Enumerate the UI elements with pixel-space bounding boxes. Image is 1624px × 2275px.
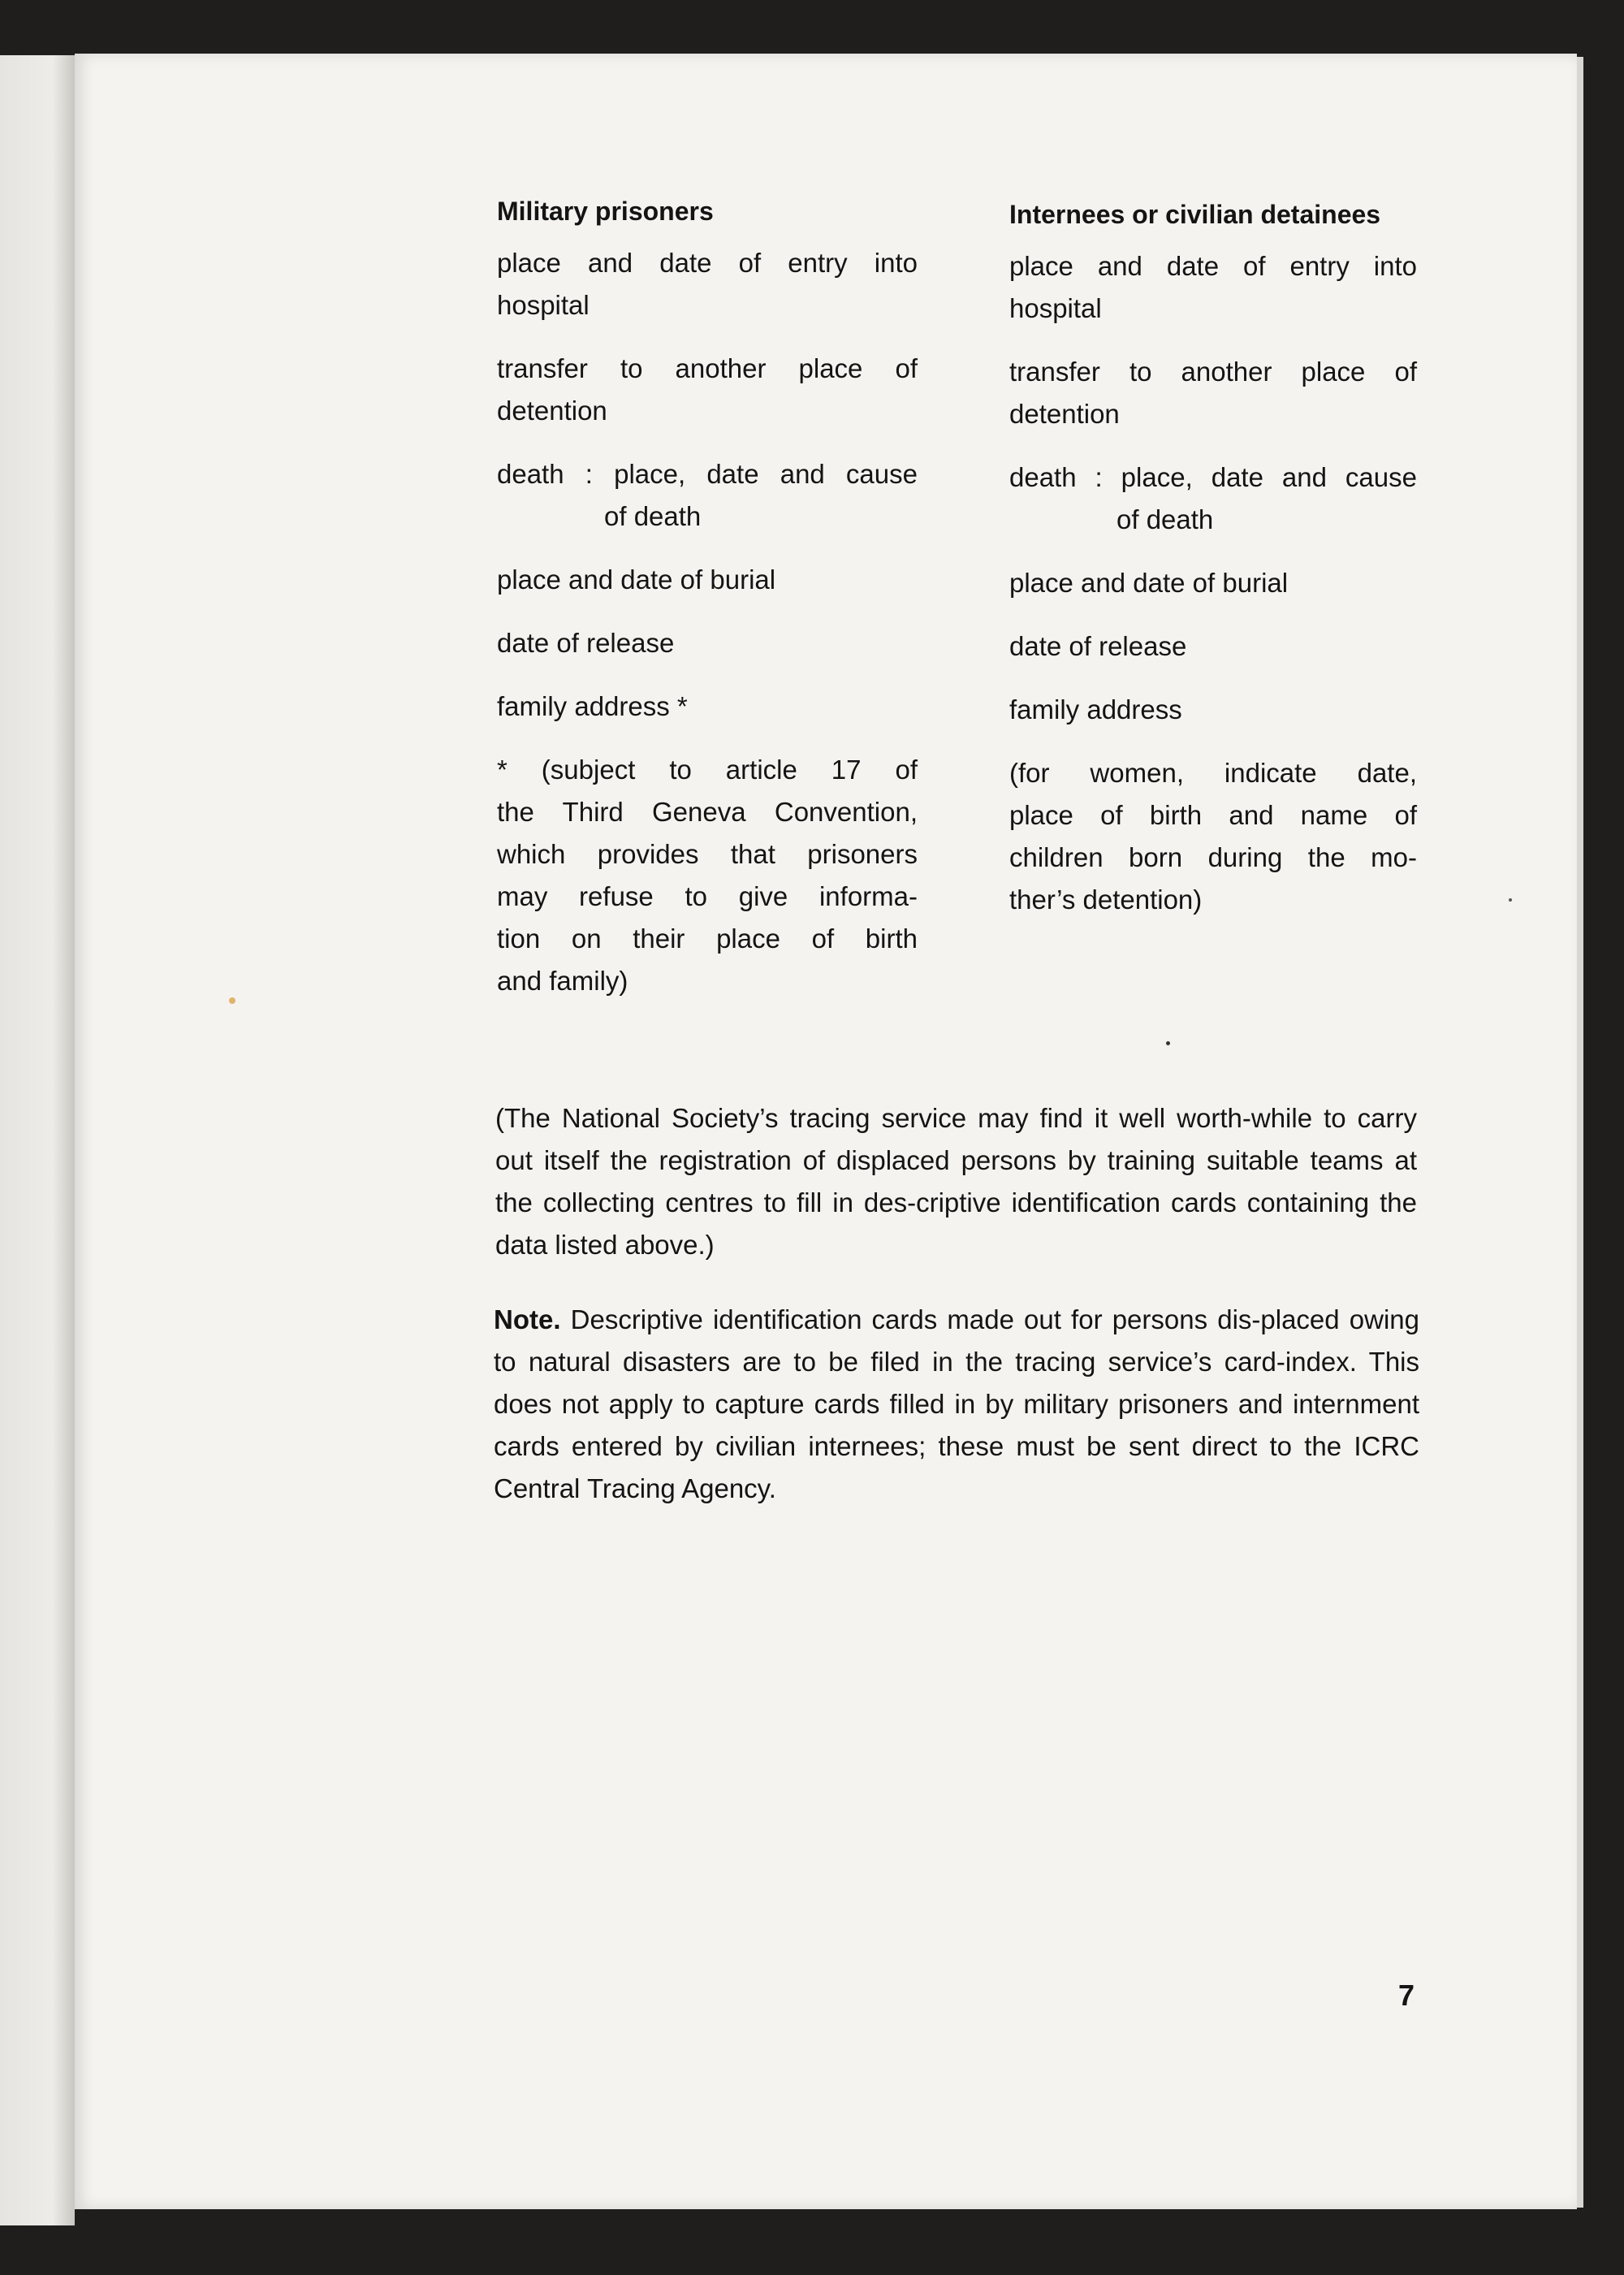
military-prisoners-heading: Military prisoners [497, 197, 714, 226]
page-edge [1577, 57, 1583, 2208]
burial-line: place and date of burial [497, 564, 776, 595]
note-label: Note. [494, 1304, 561, 1334]
paper-speck [1509, 898, 1512, 902]
transfer-line: transfer to another place of [497, 353, 918, 383]
burial-item [1009, 562, 1417, 604]
footnote-line: ther’s detention) [1009, 884, 1203, 915]
footnote-line: which provides that prisoners [497, 839, 918, 869]
death-line: death : place, date and cause [497, 459, 918, 489]
tracing-service-paragraph: (The National Society’s tracing service may find it well worth-while to carry out itself the registration of displaced persons by training suitable teams at the collecting centres to fill in des-criptive identification cards containing the data listed above.) [495, 1103, 1417, 1260]
death-item [497, 453, 918, 538]
paper-speck [229, 997, 235, 1004]
footnote-line: (for women, indicate date, [1009, 758, 1417, 788]
transfer-line: transfer to another place of [1009, 357, 1417, 387]
release-item [1009, 625, 1417, 668]
family-address-item [497, 686, 918, 728]
family-line: family address [1009, 694, 1182, 724]
transfer-line-2: detention [497, 396, 607, 426]
paper-speck [1166, 1041, 1170, 1045]
footnote-line: tion on their place of birth [497, 923, 918, 954]
facing-page [0, 55, 75, 2225]
family-line: family address * [497, 691, 688, 721]
release-line: date of release [497, 628, 675, 658]
internees-heading: Internees or civilian detainees [1009, 200, 1381, 229]
footnote-line: * (subject to article 17 of [497, 755, 918, 785]
footnote-line: may refuse to give informa- [497, 881, 918, 911]
entry-line-2: hospital [1009, 293, 1102, 323]
footnote-line: the Third Geneva Convention, [497, 797, 918, 827]
entry-line: place and date of entry into [1009, 251, 1417, 281]
footnote-line: children born during the mo- [1009, 842, 1417, 872]
footnote-line: and family) [497, 966, 628, 996]
burial-line: place and date of burial [1009, 568, 1289, 598]
transfer-line-2: detention [1009, 399, 1120, 429]
transfer-item [1009, 351, 1417, 435]
burial-item [497, 559, 918, 601]
family-address-item [1009, 689, 1417, 731]
death-line-2: of death [604, 501, 702, 531]
release-item [497, 622, 918, 664]
entry-line: place and date of entry into [497, 248, 918, 278]
page-number: 7 [1398, 1979, 1415, 2012]
military-prisoners-column [497, 190, 918, 1002]
release-line: date of release [1009, 631, 1187, 661]
death-item [1009, 456, 1417, 541]
entry-line-2: hospital [497, 290, 590, 320]
footnote-line: place of birth and name of [1009, 800, 1417, 830]
entry-into-hospital-item [497, 242, 918, 327]
death-line-2: of death [1116, 504, 1214, 534]
entry-into-hospital-item [1009, 245, 1417, 330]
death-line: death : place, date and cause [1009, 462, 1417, 492]
transfer-item [497, 348, 918, 432]
military-footnote [497, 749, 918, 1002]
note-paragraph [494, 1299, 1419, 1510]
note-text: Descriptive identification cards made out for persons dis-placed owing to natural disasters are to be filed in the tracing service’s card-index. This does not apply to capture cards filled in by military prisoners and internment cards entered by civilian internees; these must be sent direct to the ICRC Central Tracing Agency. [494, 1304, 1419, 1503]
internees-footnote [1009, 752, 1417, 921]
internees-column [1009, 193, 1417, 921]
